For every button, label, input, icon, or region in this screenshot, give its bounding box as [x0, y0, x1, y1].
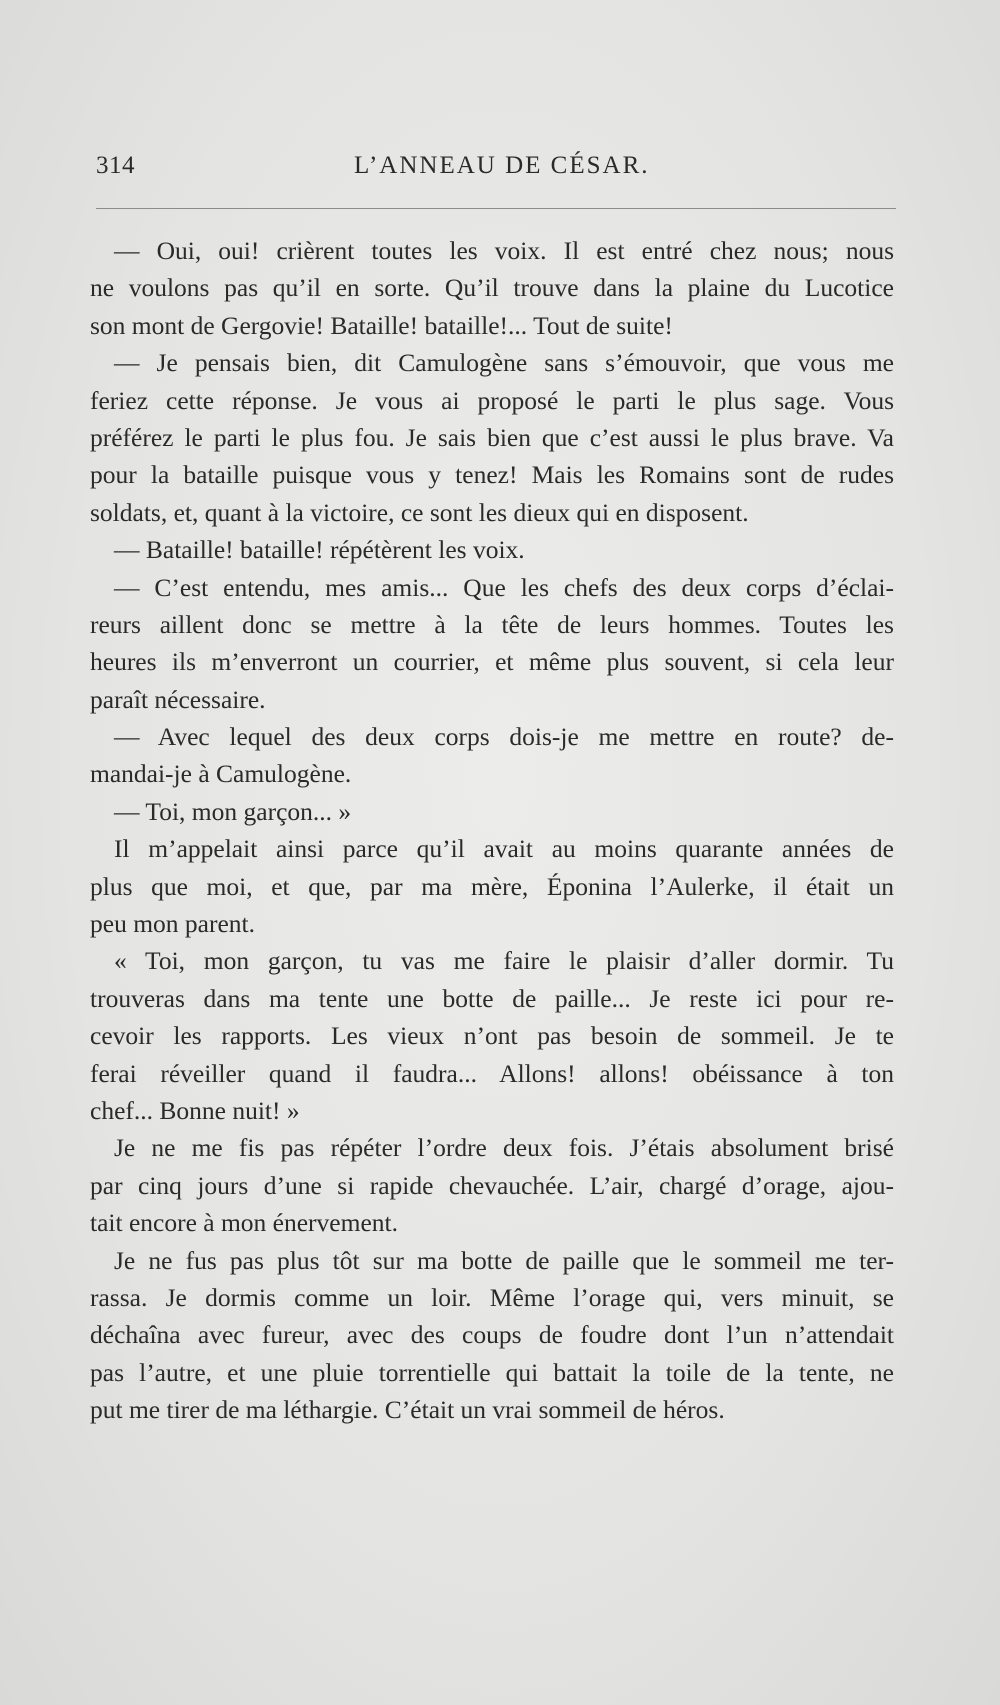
- text-line: « Toi, mon garçon, tu vas me faire le plaisir d’aller dormir. Tu: [114, 946, 894, 976]
- text-line: rassa. Je dormis comme un loir. Même l’orage qui, vers minuit, se: [90, 1282, 894, 1312]
- text-line: — Toi, mon garçon... »: [114, 796, 352, 826]
- text-line: mandai-je à Camulogène.: [90, 759, 352, 789]
- text-line: par cinq jours d’une si rapide chevauchée. L’air, chargé d’orage, ajou-: [90, 1170, 894, 1200]
- text-line: Je ne fus pas plus tôt sur ma botte de paille que le sommeil me ter-: [114, 1245, 894, 1275]
- text-line: — C’est entendu, mes amis... Que les chefs des deux corps d’éclai-: [114, 572, 894, 602]
- text-line: — Bataille! bataille! répétèrent les voix.: [114, 535, 525, 565]
- text-line: feriez cette réponse. Je vous ai proposé le parti le plus sage. Vous: [90, 385, 894, 415]
- text-line: Il m’appelait ainsi parce qu’il avait au moins quarante années de: [114, 834, 894, 864]
- text-line: pas l’autre, et une pluie torrentielle qui battait la toile de la tente, ne: [90, 1357, 894, 1387]
- running-title: L’ANNEAU DE CÉSAR.: [354, 152, 650, 179]
- text-line: cevoir les rapports. Les vieux n’ont pas besoin de sommeil. Je te: [90, 1021, 894, 1051]
- page-header: [96, 152, 896, 192]
- text-line: plus que moi, et que, par ma mère, Éponina l’Aulerke, il était un: [90, 871, 894, 901]
- text-line: pour la bataille puisque vous y tenez! Mais les Romains sont de rudes: [90, 460, 894, 490]
- text-line: ferai réveiller quand il faudra... Allons! allons! obéissance à ton: [90, 1058, 894, 1088]
- text-line: préférez le parti le plus fou. Je sais bien que c’est aussi le plus brave. Va: [90, 422, 894, 452]
- text-line: tait encore à mon énervement.: [90, 1208, 398, 1238]
- text-line: soldats, et, quant à la victoire, ce sont les dieux qui en disposent.: [90, 497, 749, 527]
- text-line: Je ne me fis pas répéter l’ordre deux fois. J’étais absolument brisé: [114, 1133, 894, 1163]
- text-line: — Oui, oui! crièrent toutes les voix. Il est entré chez nous; nous: [114, 236, 894, 265]
- text-line: déchaîna avec fureur, avec des coups de foudre dont l’un n’attendait: [90, 1320, 894, 1350]
- text-line: chef... Bonne nuit! »: [90, 1095, 300, 1125]
- text-line: put me tirer de ma léthargie. C’était un vrai sommeil de héros.: [90, 1395, 725, 1425]
- text-line: ne voulons pas qu’il en sorte. Qu’il trouve dans la plaine du Lucotice: [90, 273, 894, 303]
- text-line: reurs aillent donc se mettre à la tête de leurs hommes. Toutes les: [90, 609, 894, 639]
- text-line: — Je pensais bien, dit Camulogène sans s’émouvoir, que vous me: [114, 348, 894, 378]
- text-line: — Avec lequel des deux corps dois-je me mettre en route? de-: [114, 722, 894, 752]
- text-line: heures ils m’enverront un courrier, et même plus souvent, si cela leur: [90, 647, 894, 677]
- page-number: 314: [96, 152, 135, 179]
- text-line: trouveras dans ma tente une botte de paille... Je reste ici pour re-: [90, 983, 894, 1013]
- body-text: [90, 232, 894, 1429]
- header-rule: [96, 208, 896, 209]
- text-line: peu mon parent.: [90, 909, 255, 939]
- text-line: paraît nécessaire.: [90, 684, 266, 714]
- text-line: son mont de Gergovie! Bataille! bataille!... Tout de suite!: [90, 310, 673, 340]
